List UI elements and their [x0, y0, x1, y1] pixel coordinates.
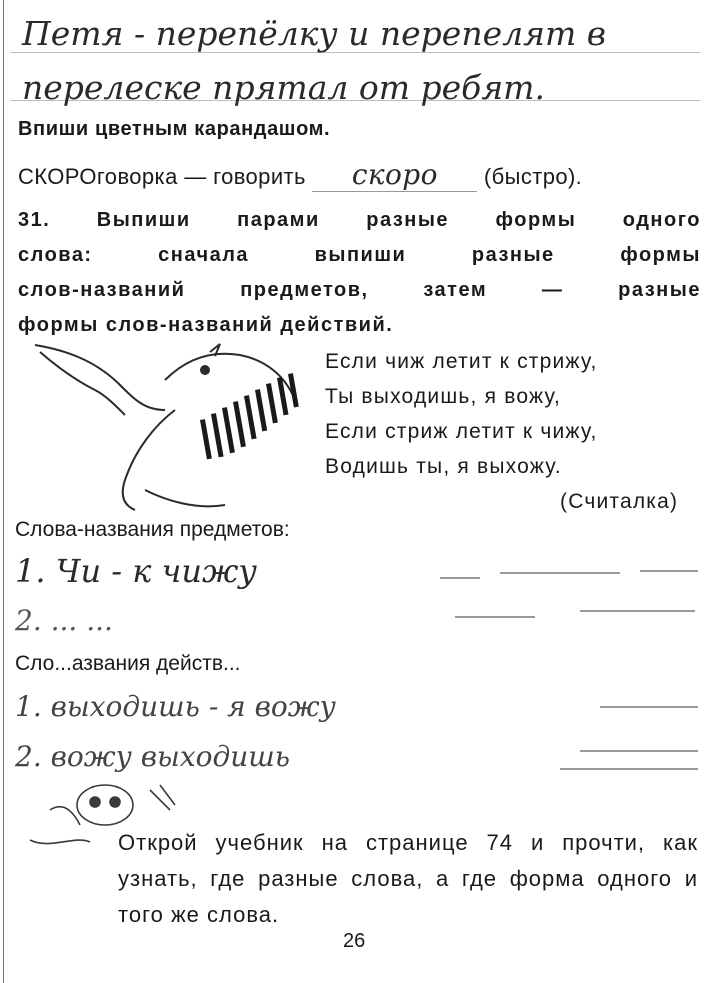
- tongue-twister-definition: [18, 158, 582, 192]
- poem-line-3: Если стриж летит к чижу,: [325, 420, 598, 443]
- verbs-answer-1: 1. выходишь - я вожу: [15, 690, 336, 723]
- answer-line: [440, 577, 480, 579]
- task-number: 31.: [18, 209, 51, 231]
- bird-wing-outline: [35, 345, 165, 410]
- owl-eye: [90, 797, 100, 807]
- answer-line: [580, 610, 695, 612]
- handwritten-answer: скоро: [312, 158, 477, 192]
- bird-tail-outline: [145, 490, 225, 506]
- answer-line: [640, 570, 698, 572]
- owl-wing: [50, 807, 80, 825]
- owl-eye: [110, 797, 120, 807]
- nouns-answer-1: 1. Чи - к чижу: [15, 552, 257, 590]
- birds-illustration: [25, 340, 310, 520]
- verbs-answer-2: 2. вожу выходишь: [15, 740, 291, 773]
- nouns-section-heading: Слова-названия предметов:: [15, 518, 290, 541]
- poem-source: (Считалка): [560, 490, 679, 513]
- task-31-text: 31. Выпиши парами разные формы одного слова: сначала выпиши разные формы слов-названий предметов, затем — разные формы слов-названий действий.: [18, 203, 701, 343]
- verbs-section-heading: Сло...азвания действ...: [15, 652, 241, 675]
- answer-line: [600, 706, 698, 708]
- poem-line-1: Если чиж летит к стрижу,: [325, 350, 598, 373]
- owl-feathers: [150, 785, 175, 810]
- answer-line: [500, 572, 620, 574]
- answer-line: [455, 616, 535, 618]
- answer-line: [580, 750, 698, 752]
- textbook-note: Открой учебник на странице 74 и прочти, как узнать, где разные слова, а где форма одного и того же слова.: [118, 830, 698, 927]
- bird-eye: [201, 366, 209, 374]
- poem-line-4: Водишь ты, я выхожу.: [325, 455, 562, 478]
- poem-line-2: Ты выходишь, я вожу,: [325, 385, 562, 408]
- bird-body-outline: [165, 354, 295, 400]
- bird-wing-outline: [40, 352, 125, 415]
- definition-prefix: СКОРОговорка — говорить: [18, 164, 306, 189]
- page-number: 26: [343, 930, 366, 952]
- nouns-answer-2: 2. ... ...: [15, 604, 113, 637]
- bird-wing-stripes: [200, 373, 299, 459]
- answer-line: [560, 768, 698, 770]
- page-left-edge: [3, 0, 4, 983]
- owl-tail: [30, 840, 90, 844]
- handwritten-line-1: Петя - перепёлку и перепелят в: [22, 14, 606, 53]
- owl-head: [77, 785, 133, 825]
- instruction-heading: Впиши цветным карандашом.: [18, 118, 331, 140]
- definition-suffix: (быстро).: [483, 164, 583, 189]
- bird-tail-outline: [123, 410, 175, 510]
- handwritten-line-2: перелеске прятал от ребят.: [22, 68, 545, 107]
